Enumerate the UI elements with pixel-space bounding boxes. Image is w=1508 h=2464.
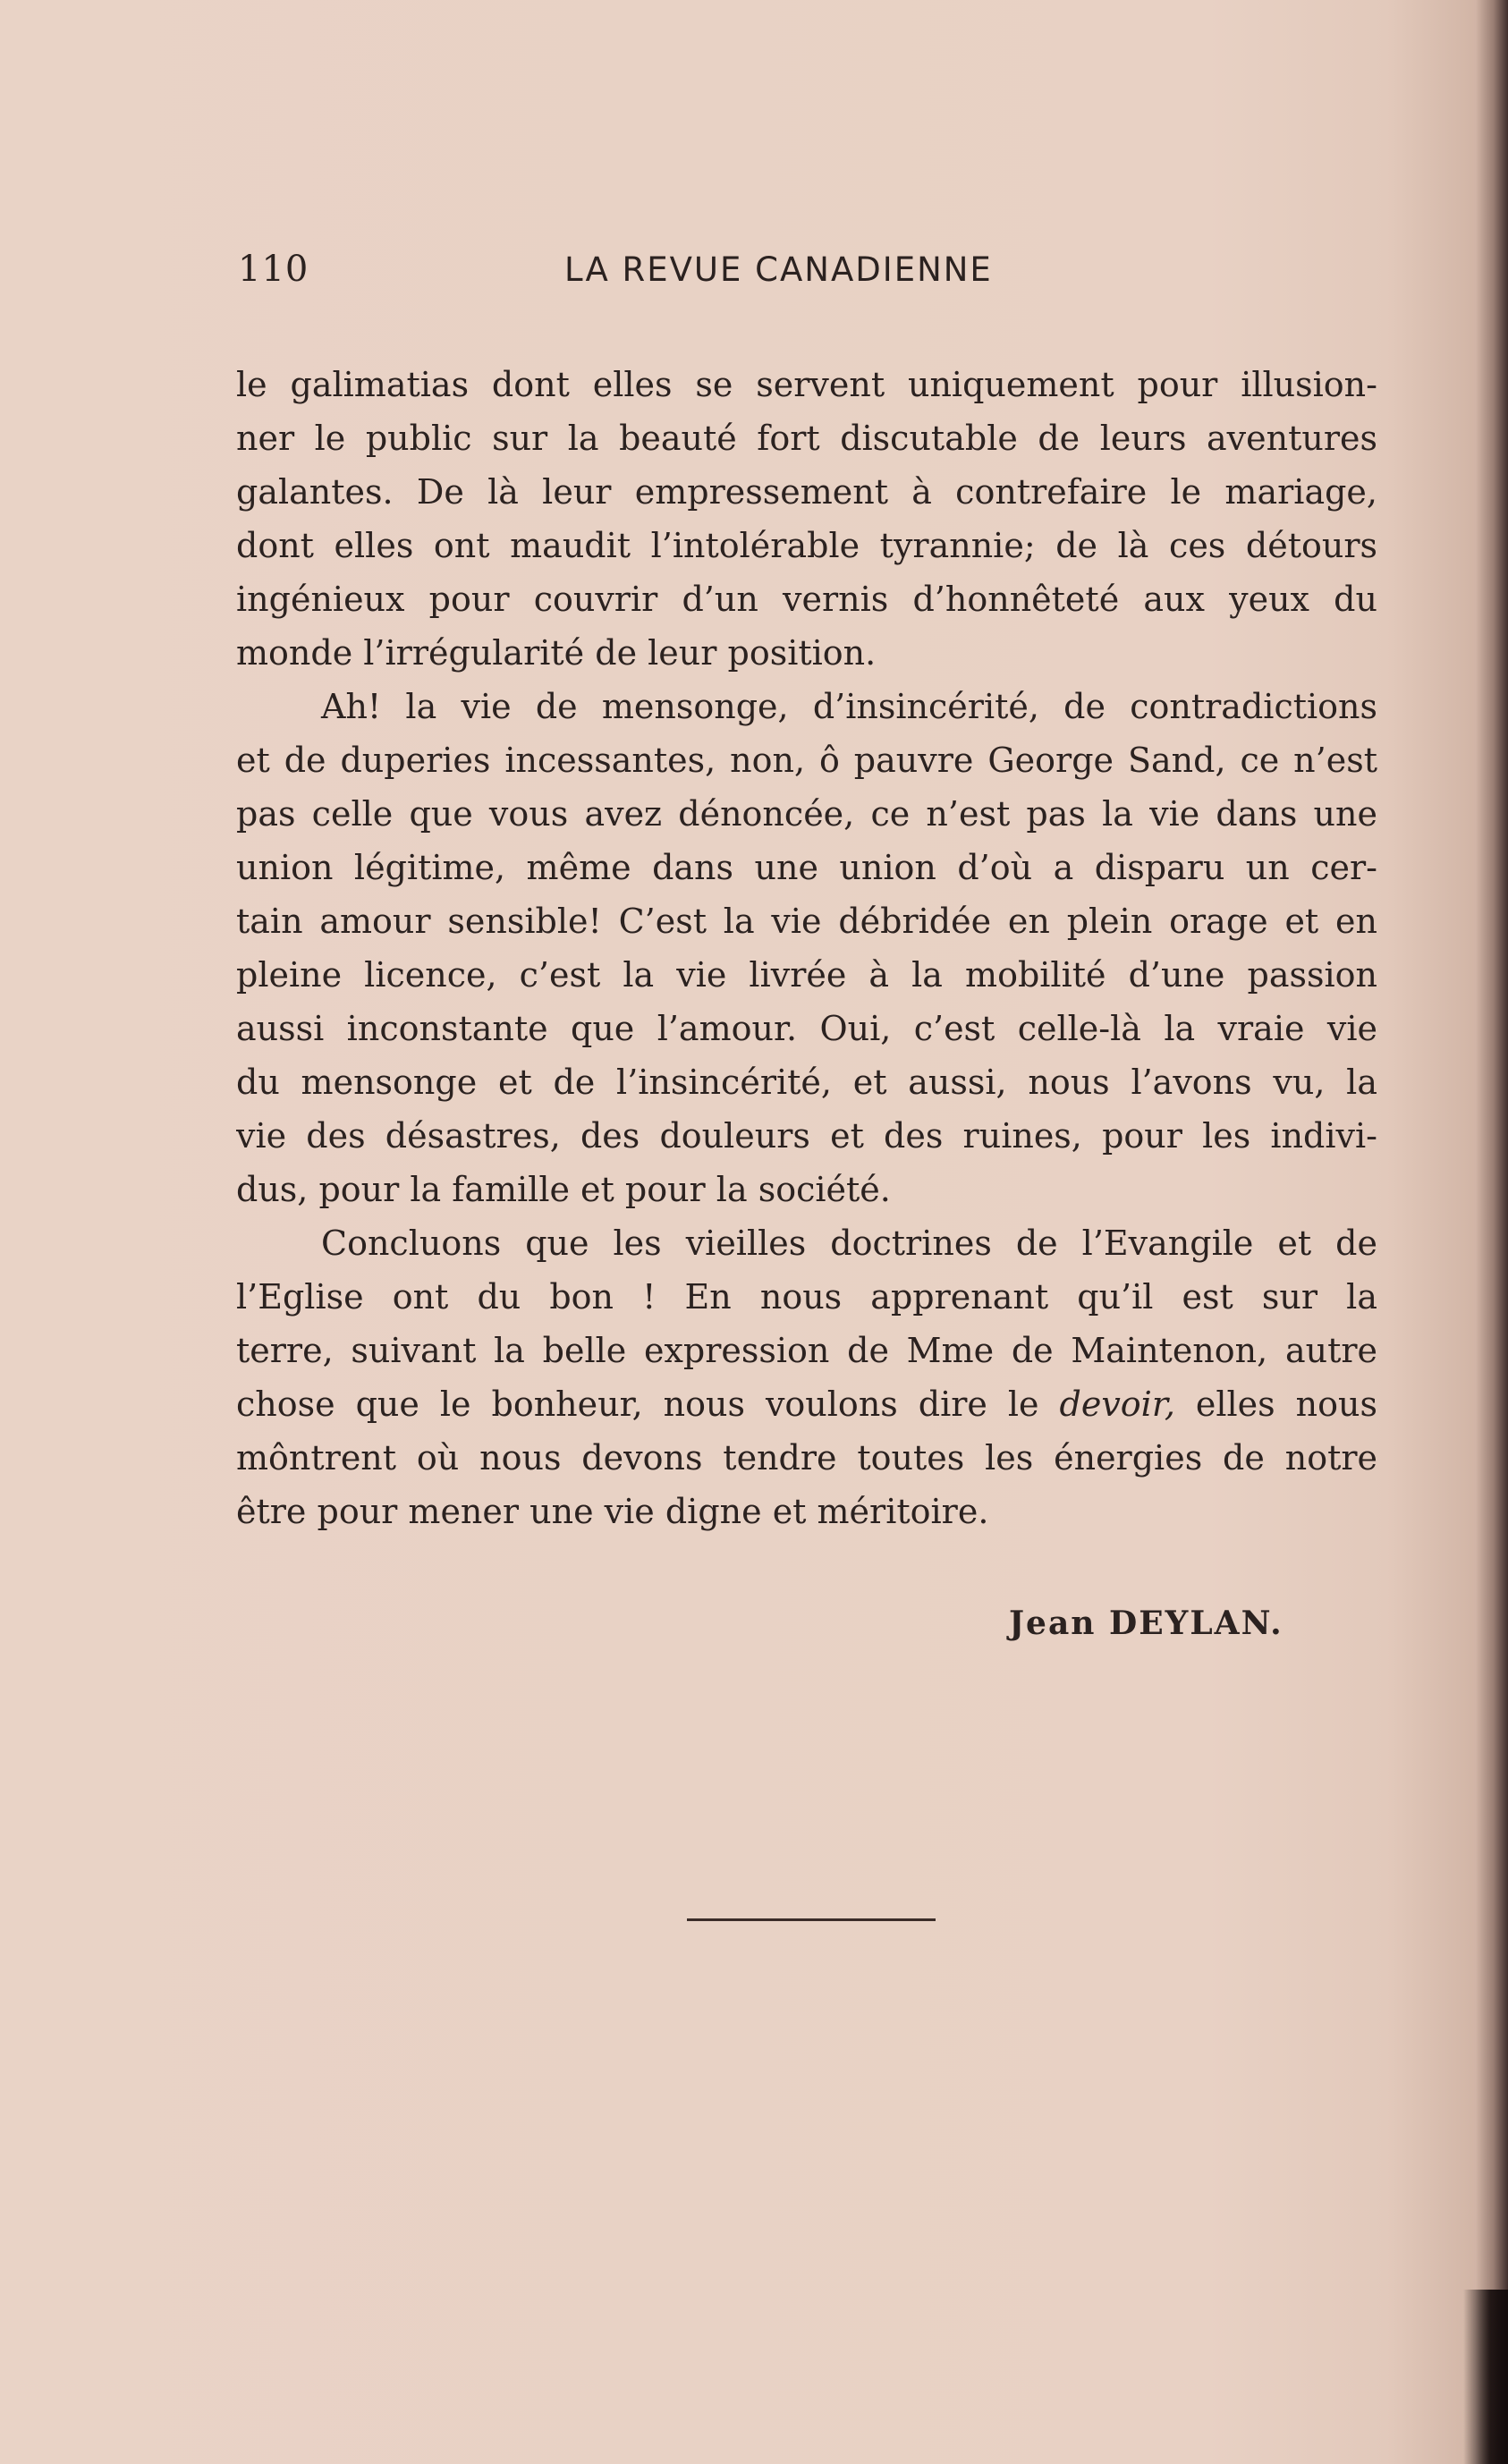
text-line: l’Eglise ont du bon ! En nous apprenant qu’il est sur la [236,1277,1377,1317]
page-number: 110 [238,249,309,290]
text-line: Ah! la vie de mensonge, d’insincérité, de contradictions [321,687,1377,726]
spine-edge [1463,2290,1508,2464]
text-line: ingénieux pour couvrir d’un vernis d’honnêteté aux yeux du [236,580,1377,619]
end-rule [687,1918,936,1921]
text-line: Concluons que les vieilles doctrines de l’Evangile et de [321,1224,1377,1263]
text-line: pas celle que vous avez dénoncée, ce n’est pas la vie dans une [236,794,1377,834]
author-signature: Jean DEYLAN. [1009,1605,1283,1642]
text-segment: elles nous [1195,1384,1377,1424]
text-line: pleine licence, c’est la vie livrée à la mobilité d’une passion [236,955,1377,995]
text-line: tain amour sensible! C’est la vie débridée en plein orage et en [236,902,1377,941]
text-line: galantes. De là leur empressement à contrefaire le mariage, [236,472,1377,512]
text-line: ner le public sur la beauté fort discutable de leurs aventures [236,419,1377,458]
text-line: môntrent où nous devons tendre toutes les énergies de notre [236,1438,1377,1478]
text-line: le galimatias dont elles se servent uniquement pour illusion- [236,365,1377,404]
spine-shadow [1476,0,1508,2464]
text-line: dus, pour la famille et pour la société. [236,1170,891,1209]
text-line: aussi inconstante que l’amour. Oui, c’est celle-là la vraie vie [236,1009,1377,1048]
text-line: union légitime, même dans une union d’où a disparu un cer- [236,848,1377,887]
text-line: monde l’irrégularité de leur position. [236,633,877,673]
text-line [236,1377,1377,1431]
text-segment: chose que le bonheur, nous voulons dire le [236,1384,1060,1424]
journal-title: LA REVUE CANADIENNE [564,250,993,289]
running-head [238,249,1392,293]
text-line: vie des désastres, des douleurs et des ruines, pour les indivi- [236,1116,1377,1156]
text-line: et de duperies incessantes, non, ô pauvre George Sand, ce n’est [236,741,1377,780]
text-line: du mensonge et de l’insincérité, et aussi, nous l’avons vu, la [236,1063,1377,1102]
text-line: dont elles ont maudit l’intolérable tyrannie; de là ces détours [236,526,1377,565]
text-line: terre, suivant la belle expression de Mme de Maintenon, autre [236,1331,1377,1370]
text-line: être pour mener une vie digne et méritoire. [236,1492,989,1531]
italic-emphasis: devoir, [1059,1384,1175,1424]
article-text [236,358,1377,1538]
